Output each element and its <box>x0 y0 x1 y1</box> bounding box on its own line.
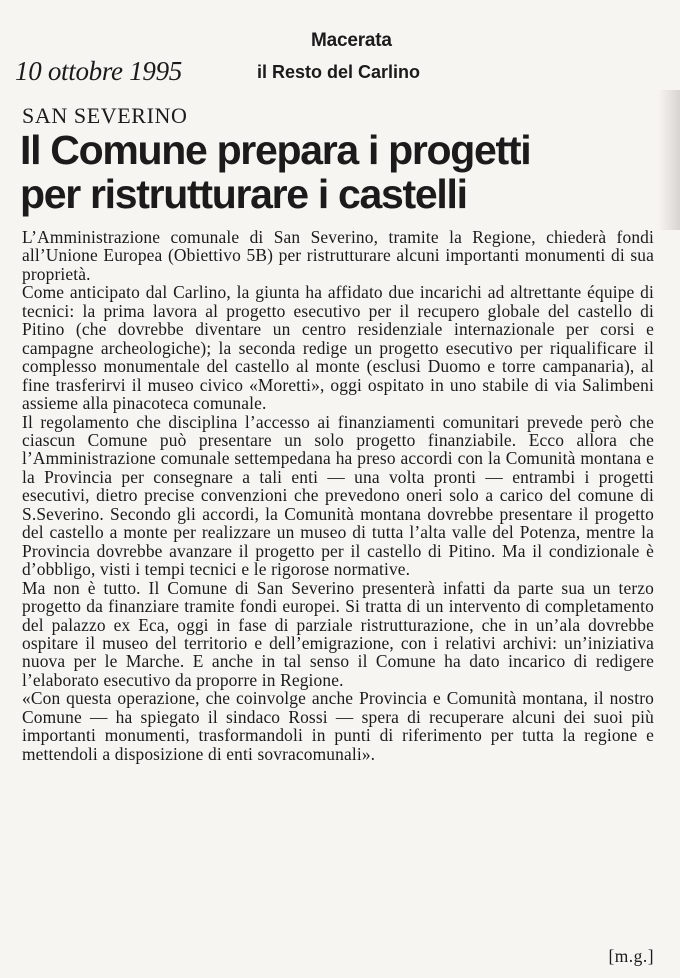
article-kicker: SAN SEVERINO <box>22 103 188 128</box>
article-paragraph-3: Il regolamento che disciplina l’accesso ai finanziamenti comunitari prevede però che ciascun Comune può presentare un solo progetto finanziabile. Ecco allora che l’Amministrazione comunale settempedana ha preso accordi con la Comunità montana e la Provincia per consegnare a tali enti — una volta pronti — entrambi i progetti esecutivi, dietro precise convenzioni che prevedono oneri solo a carico del comune di S.Severino. Secondo gli accordi, la Comunità montana dovrebbe presentare il progetto del castello a monte per realizzare un museo di tutta l’alta valle del Potenza, mentre la Provincia dovrebbe avanzare il progetto per il castello di Pitino. Ma il condizionale è d’obbligo, visti i tempi tecnici e le rigorose normative. <box>22 411 654 580</box>
article-paragraph-2: Come anticipato dal Carlino, la giunta ha affidato due incarichi ad altrettante équipe di tecnici: la prima lavora al progetto esecutivo per il recupero globale del castello di Pitino (che dovrebbe diventare un centro residenziale internazionale per corsi e campagne archeologiche); la seconda redige un progetto esecutivo per riqualificare il complesso monumentale del castello al monte (esclusi Duomo e torre campanaria), al fine trasferirvi il museo civico «Moretti», oggi ospitato in uno stabile di via Salimbeni assieme alla pinacoteca comunale. <box>22 282 654 414</box>
masthead-city: Macerata <box>311 30 392 51</box>
article-headline <box>20 128 680 216</box>
article-paragraph-1: L’Amministrazione comunale di San Severino, tramite la Regione, chiederà fondi all’Unione Europea (Obiettivo 5B) per ristrutturare alcuni importanti monumenti di sua proprietà. <box>22 227 654 284</box>
article-body <box>22 228 654 763</box>
article-paragraph-4: Ma non è tutto. Il Comune di San Severino presenterà infatti da parte sua un terzo progetto da finanziare tramite fondi europei. Si tratta di un intervento di completamento del palazzo ex Eca, oggi in fase di parziale ristrutturazione, che in un’ala dovrebbe ospitare il museo del territorio e dell’emigrazione, con i relativi archivi: un’iniziativa nuova per le Marche. E anche in tal senso il Comune ha dato incarico di redigere l’elaborato esecutivo da proporre in Regione. <box>22 577 654 690</box>
author-signature: [m.g.] <box>608 946 654 966</box>
masthead-date: 10 ottobre 1995 <box>15 56 182 86</box>
headline-line-2: per ristrutturare i castelli <box>20 171 467 217</box>
masthead-newspaper: il Resto del Carlino <box>257 62 421 82</box>
article-paragraph-5: «Con questa operazione, che coinvolge anche Provincia e Comunità montana, il nostro Comune — ha spiegato il sindaco Rossi — spera di recuperare alcuni dei suoi più importanti monumenti, trasformandoli in punti di riferimento per tutta la regione e mettendoli a disposizione di enti sovracomunali». <box>22 688 654 764</box>
headline-line-1: Il Comune prepara i progetti <box>20 127 531 173</box>
